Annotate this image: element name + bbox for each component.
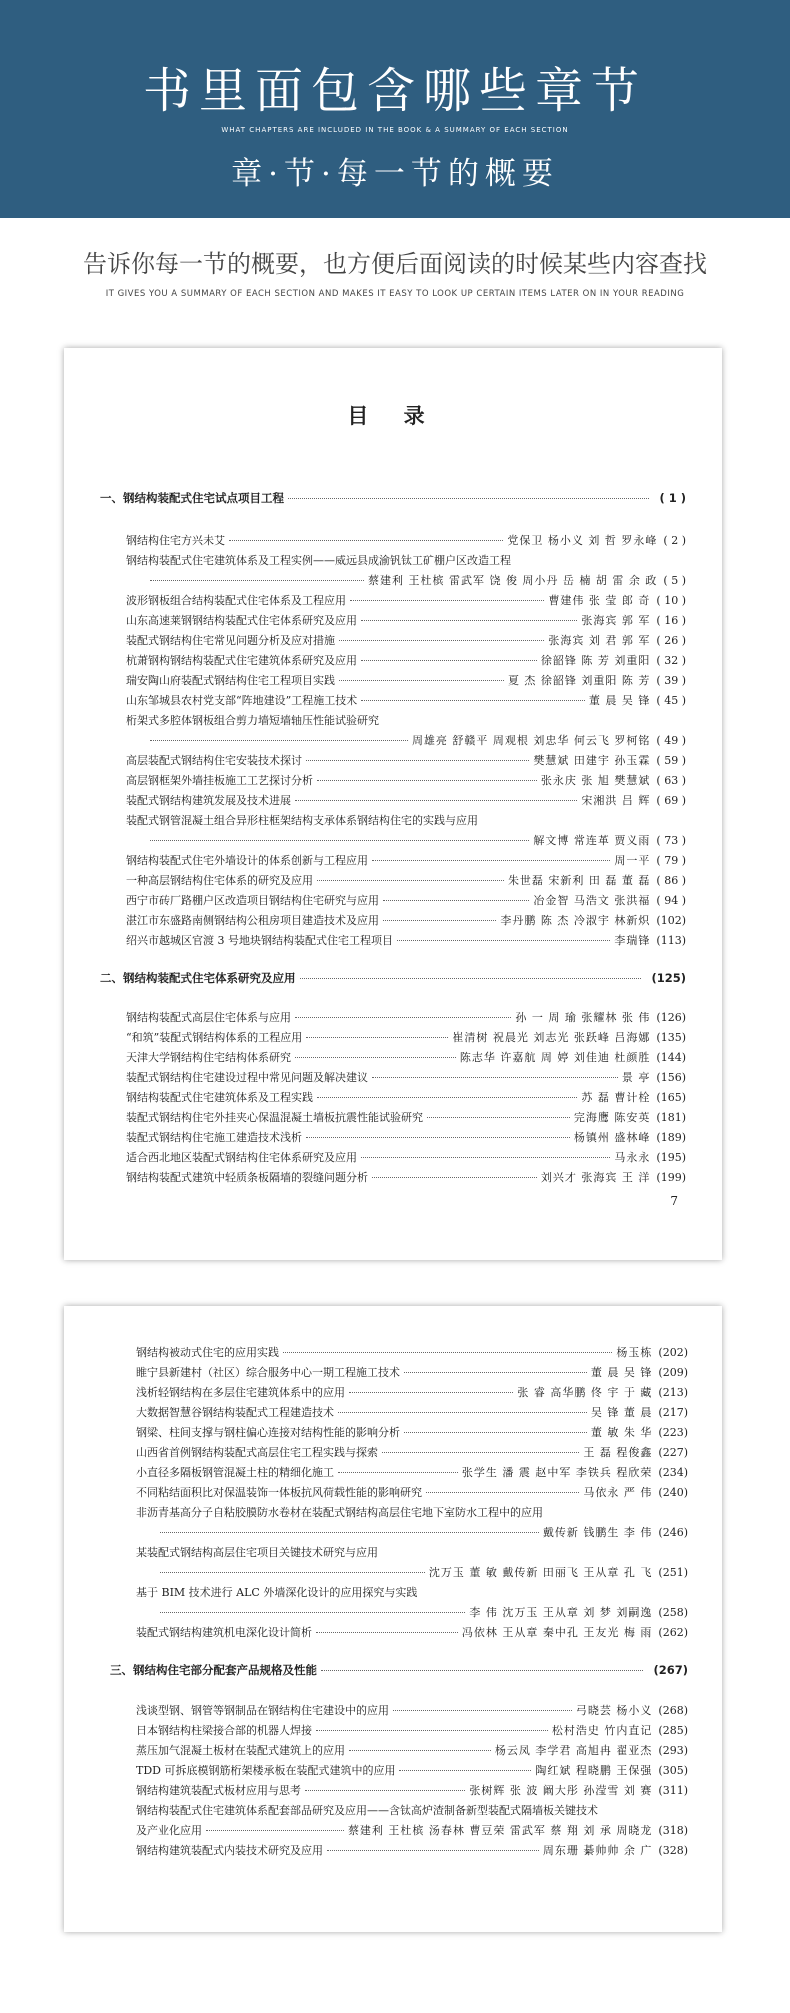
toc-entry [136, 1404, 688, 1420]
entry-title: 装配式钢结构建筑机电深化设计简析 [136, 1626, 312, 1639]
toc-entry [126, 552, 686, 568]
header-banner [0, 0, 790, 218]
entry-page: ( 2 ) [663, 534, 686, 547]
entry-page: ( 45 ) [656, 694, 686, 707]
dot-leader [404, 1372, 587, 1373]
entry-page: (318) [658, 1824, 688, 1837]
toc-entry [126, 912, 686, 928]
dot-leader [206, 1830, 344, 1831]
dot-leader [339, 680, 504, 681]
section-title: 二、钢结构装配式住宅体系研究及应用 [100, 971, 296, 985]
tagline: 告诉你每一节的概要，也方便后面阅读的时候某些内容查找 [83, 250, 707, 278]
entry-page: (305) [658, 1764, 688, 1777]
entry-page: (199) [656, 1171, 686, 1184]
entry-title: 钢结构装配式住宅建筑体系及工程实例——威远县成渝钒钛工矿棚户区改造工程 [126, 554, 511, 567]
entry-authors: 吴 锋 董 晨 [590, 1406, 653, 1419]
entry-title: 不同粘结面积比对保温装饰一体板抗风荷载性能的影响研究 [136, 1486, 422, 1499]
entry-authors: 完海鹰 陈安英 [573, 1111, 651, 1124]
entry-page: (311) [658, 1784, 688, 1797]
entry-authors: 张学生 潘 震 赵中军 李铁兵 程欣荣 [461, 1466, 653, 1479]
dot-leader [295, 1017, 511, 1018]
entry-authors: 樊慧斌 田建宇 孙玉霖 [533, 754, 651, 767]
entry-title: 钢结构被动式住宅的应用实践 [136, 1346, 279, 1359]
toc-entry [136, 1742, 688, 1758]
dot-leader [160, 1612, 465, 1613]
entry-title: 钢结构装配式住宅建筑体系配套部品研究及应用——含钛高炉渣制备新型装配式隔墙板关键技术 [136, 1804, 598, 1817]
entry-authors: 曹建伟 张 莹 郎 奇 [548, 594, 651, 607]
dot-leader [316, 1730, 548, 1731]
entry-page: (328) [658, 1844, 688, 1857]
toc-entry [136, 1802, 688, 1818]
dot-leader [160, 1532, 539, 1533]
entry-title: 杭萧钢构钢结构装配式住宅建筑体系研究及应用 [126, 654, 357, 667]
tagline-en: IT GIVES YOU A SUMMARY OF EACH SECTION AND MAKES IT EASY TO LOOK UP CERTAIN ITEMS LATER ON IN YOUR READING [105, 289, 685, 299]
entry-page: (262) [658, 1626, 688, 1639]
entry-authors: 张永庆 张 旭 樊慧斌 [540, 774, 651, 787]
toc-entry [126, 1029, 686, 1045]
toc-page-1 [64, 348, 722, 1260]
dot-leader [361, 620, 577, 621]
toc-entry [126, 932, 686, 948]
toc-entry [126, 712, 686, 728]
entry-authors: 沈万玉 董 敏 戴传新 田丽飞 王从章 孔 飞 [428, 1566, 653, 1579]
entry-title: 钢结构建筑装配式内装技术研究及应用 [136, 1844, 323, 1857]
toc-entry [136, 1544, 688, 1560]
toc-entry [136, 1344, 688, 1360]
entry-page: ( 1 ) [659, 491, 686, 505]
dot-leader [295, 800, 577, 801]
entry-title: 适合西北地区装配式钢结构住宅体系研究及应用 [126, 1151, 357, 1164]
entry-authors: 马依永 严 伟 [583, 1486, 653, 1499]
entry-authors: 松村浩史 竹内直记 [551, 1724, 653, 1737]
entry-page: (251) [658, 1566, 688, 1579]
entry-page: ( 16 ) [656, 614, 686, 627]
dot-leader [306, 1137, 570, 1138]
toc-entry [136, 1384, 688, 1400]
toc-entry [136, 1762, 688, 1778]
dot-leader [349, 1392, 513, 1393]
entry-authors: 周雄亮 舒赣平 周观根 刘忠华 何云飞 罗柯铭 [411, 734, 651, 747]
entry-title: 钢结构装配式住宅外墙设计的体系创新与工程应用 [126, 854, 368, 867]
entry-page: (223) [658, 1426, 688, 1439]
toc-entry [126, 812, 686, 828]
entry-title: 小直径多隔板钢管混凝土柱的精细化施工 [136, 1466, 334, 1479]
entry-page: (156) [656, 1071, 686, 1084]
dot-leader [338, 1472, 458, 1473]
toc-page-2 [64, 1306, 722, 1932]
toc-entry [136, 1722, 688, 1738]
dot-leader [321, 1670, 643, 1671]
entry-page: (102) [656, 914, 686, 927]
entry-authors: 朱世磊 宋新利 田 磊 董 磊 [507, 874, 651, 887]
dot-leader [306, 760, 529, 761]
toc-entry [136, 1822, 688, 1838]
entry-title: 及产业化应用 [136, 1824, 202, 1837]
entry-title: 装配式钢结构住宅外挂夹心保温混凝土墙板抗震性能试验研究 [126, 1111, 423, 1124]
entry-authors: 蔡建利 王杜槟 汤春林 曹豆荣 雷武军 蔡 翔 刘 承 周晓龙 [347, 1824, 653, 1837]
entry-title: 一种高层钢结构住宅体系的研究及应用 [126, 874, 313, 887]
dot-leader [150, 580, 364, 581]
toc-entry [126, 652, 686, 668]
entry-page: (213) [658, 1386, 688, 1399]
toc-entry [156, 1604, 688, 1620]
toc-entry [156, 1564, 688, 1580]
entry-page: (181) [656, 1111, 686, 1124]
entry-authors: 孙 一 周 瑜 张耀林 张 伟 [515, 1011, 651, 1024]
dot-leader [338, 1412, 587, 1413]
entry-authors: 董 晨 吴 锋 [590, 1366, 653, 1379]
entry-page: (144) [656, 1051, 686, 1064]
dot-leader [383, 900, 529, 901]
toc-entry [136, 1624, 688, 1640]
entry-title: 装配式钢结构住宅常见问题分析及应对措施 [126, 634, 335, 647]
dot-leader [349, 1750, 491, 1751]
dot-leader [295, 1057, 456, 1058]
toc-entry [126, 1049, 686, 1065]
entry-authors: 冶金智 马浩文 张洪福 [533, 894, 651, 907]
dot-leader [397, 940, 610, 941]
toc-section-heading [110, 1662, 688, 1678]
entry-page: ( 94 ) [656, 894, 686, 907]
toc-entry [136, 1702, 688, 1718]
entry-title: 绍兴市越城区官渡 3 号地块钢结构装配式住宅工程项目 [126, 934, 393, 947]
dot-leader [361, 700, 585, 701]
toc-entry [126, 892, 686, 908]
entry-page: ( 32 ) [656, 654, 686, 667]
dot-leader [372, 1177, 537, 1178]
entry-title: 钢结构建筑装配式板材应用与思考 [136, 1784, 301, 1797]
entry-page: (113) [656, 934, 686, 947]
entry-authors: 张 睿 高华鹏 佟 宇 于 藏 [517, 1386, 653, 1399]
entry-title: 装配式钢管混凝土组合异形柱框架结构支承体系钢结构住宅的实践与应用 [126, 814, 478, 827]
entry-authors: 张海宾 郭 军 [581, 614, 651, 627]
entry-title: 山东高速莱钢钢结构装配式住宅体系研究及应用 [126, 614, 357, 627]
dot-leader [382, 1452, 579, 1453]
toc-entry [146, 572, 686, 588]
entry-authors: 杨镇州 盛林峰 [573, 1131, 651, 1144]
toc-entry [126, 612, 686, 628]
entry-page: (217) [658, 1406, 688, 1419]
entry-authors: 周东珊 綦帅帅 余 广 [542, 1844, 653, 1857]
header-title: 书里面包含哪些章节 [142, 63, 647, 119]
entry-authors: 解文博 常连革 贾义雨 [533, 834, 651, 847]
dot-leader [229, 540, 503, 541]
entry-page: ( 59 ) [656, 754, 686, 767]
entry-authors: 李瑞锋 [614, 934, 651, 947]
entry-title: 睢宁县新建村（社区）综合服务中心一期工程施工技术 [136, 1366, 400, 1379]
dot-leader [327, 1850, 539, 1851]
entry-title: 山西省首例钢结构装配式高层住宅工程实践与探索 [136, 1446, 378, 1459]
entry-page: ( 39 ) [656, 674, 686, 687]
entry-authors: 党保卫 杨小义 刘 哲 罗永峰 [507, 534, 658, 547]
entry-title: 钢结构装配式高层住宅体系与应用 [126, 1011, 291, 1024]
entry-authors: 夏 杰 徐韶锋 刘重阳 陈 芳 [507, 674, 651, 687]
entry-authors: 张海宾 刘 君 郭 军 [548, 634, 651, 647]
entry-title: 钢梁、柱间支撑与钢柱偏心连接对结构性能的影响分析 [136, 1426, 400, 1439]
toc-title: 目 录 [347, 404, 439, 428]
entry-authors: 陈志华 许嘉航 周 婷 刘佳迪 杜颜胜 [459, 1051, 651, 1064]
entry-title: TDD 可拆底模钢筋桁架楼承板在装配式建筑中的应用 [136, 1764, 396, 1777]
toc-entry [126, 1069, 686, 1085]
entry-page: ( 69 ) [656, 794, 686, 807]
entry-page: ( 73 ) [656, 834, 686, 847]
dot-leader [350, 600, 544, 601]
entry-authors: 马永永 [614, 1151, 651, 1164]
toc-entry [126, 872, 686, 888]
entry-title: 非沥青基高分子自粘胶膜防水卷材在装配式钢结构高层住宅地下室防水工程中的应用 [136, 1506, 543, 1519]
entry-authors: 蔡建利 王杜槟 雷武军 饶 俊 周小丹 岳 楠 胡 雷 余 政 [367, 574, 658, 587]
header-subtitle: 章·节·每一节的概要 [231, 156, 559, 192]
entry-authors: 崔清树 祝晨光 刘志光 张跃峰 吕海娜 [452, 1031, 651, 1044]
entry-page: ( 5 ) [663, 574, 686, 587]
dot-leader [372, 860, 610, 861]
entry-authors: 王 磊 程俊鑫 [583, 1446, 653, 1459]
entry-page: (202) [658, 1346, 688, 1359]
dot-leader [427, 1117, 570, 1118]
entry-page: ( 10 ) [656, 594, 686, 607]
toc-entry [136, 1364, 688, 1380]
entry-title: 湛江市东盛路南侧钢结构公租房项目建造技术及应用 [126, 914, 379, 927]
dot-leader [317, 1097, 577, 1098]
entry-page: (240) [658, 1486, 688, 1499]
entry-authors: 杨玉栋 [616, 1346, 653, 1359]
entry-page: (258) [658, 1606, 688, 1619]
entry-title: 波形钢板组合结构装配式住宅体系及工程应用 [126, 594, 346, 607]
entry-authors: 陶红斌 程晓鹏 王保强 [535, 1764, 653, 1777]
toc-entry [126, 592, 686, 608]
entry-page: ( 63 ) [656, 774, 686, 787]
toc-entry [136, 1842, 688, 1858]
toc-entry [126, 532, 686, 548]
entry-authors: 董 晨 吴 锋 [588, 694, 651, 707]
entry-page: ( 79 ) [656, 854, 686, 867]
entry-title: 桁架式多腔体钢板组合剪力墙短墙轴压性能试验研究 [126, 714, 379, 727]
dot-leader [317, 880, 504, 881]
toc-section-heading [100, 970, 686, 986]
entry-page: ( 86 ) [656, 874, 686, 887]
toc-entry [136, 1782, 688, 1798]
entry-authors: 宋湘洪 吕 辉 [581, 794, 651, 807]
entry-authors: 徐韶锋 陈 芳 刘重阳 [540, 654, 651, 667]
entry-authors: 董 敏 朱 华 [590, 1426, 653, 1439]
entry-title: 浅谈型钢、钢管等钢制品在钢结构住宅建设中的应用 [136, 1704, 389, 1717]
entry-authors: 戴传新 钱鹏生 李 伟 [542, 1526, 653, 1539]
section-title: 三、钢结构住宅部分配套产品规格及性能 [110, 1663, 317, 1677]
entry-title: 装配式钢结构住宅施工建造技术浅析 [126, 1131, 302, 1144]
entry-authors: 苏 磊 曹计栓 [581, 1091, 651, 1104]
toc-entry [126, 1149, 686, 1165]
entry-title: 大数据智慧谷钢结构装配式工程建造技术 [136, 1406, 334, 1419]
toc-entry [126, 672, 686, 688]
entry-page: (125) [651, 971, 686, 985]
dot-leader [383, 920, 496, 921]
header-subtitle-en: WHAT CHAPTERS ARE INCLUDED IN THE BOOK & A SUMMARY OF EACH SECTION [221, 126, 569, 134]
toc-entry [126, 752, 686, 768]
toc-entry [146, 832, 686, 848]
entry-title: 钢结构装配式建筑中轻质条板隔墙的裂缝问题分析 [126, 1171, 368, 1184]
entry-page: (209) [658, 1366, 688, 1379]
dot-leader [317, 780, 537, 781]
entry-title: 西宁市砖厂路棚户区改造项目钢结构住宅研究与应用 [126, 894, 379, 907]
page-number: 7 [670, 1194, 678, 1208]
toc-entry [126, 1169, 686, 1185]
entry-authors: 景 亭 [621, 1071, 651, 1084]
toc-entry [156, 1524, 688, 1540]
entry-title: 装配式钢结构建筑发展及技术进展 [126, 794, 291, 807]
entry-page: (126) [656, 1011, 686, 1024]
toc-entry [126, 1109, 686, 1125]
toc-entry [146, 732, 686, 748]
entry-authors: 杨云凤 李学君 高旭冉 翟亚杰 [494, 1744, 653, 1757]
entry-page: (246) [658, 1526, 688, 1539]
dot-leader [361, 1157, 610, 1158]
toc-entry [126, 1009, 686, 1025]
entry-title: 钢结构装配式住宅建筑体系及工程实践 [126, 1091, 313, 1104]
dot-leader [283, 1352, 612, 1353]
entry-title: 天津大学钢结构住宅结构体系研究 [126, 1051, 291, 1064]
toc-entry [126, 632, 686, 648]
toc-entry [136, 1584, 688, 1600]
entry-title: 装配式钢结构住宅建设过程中常见问题及解决建议 [126, 1071, 368, 1084]
entry-page: (165) [656, 1091, 686, 1104]
dot-leader [361, 660, 537, 661]
toc-section-heading [100, 490, 686, 506]
entry-page: (195) [656, 1151, 686, 1164]
dot-leader [393, 1710, 572, 1711]
dot-leader [372, 1077, 618, 1078]
entry-title: “和筑”装配式钢结构体系的工程应用 [126, 1031, 303, 1044]
entry-authors: 周一平 [614, 854, 651, 867]
entry-page: (285) [658, 1724, 688, 1737]
dot-leader [404, 1432, 587, 1433]
dot-leader [305, 1790, 465, 1791]
entry-title: 高层装配式钢结构住宅安装技术探讨 [126, 754, 302, 767]
entry-title: 钢结构住宅方兴未艾 [126, 534, 225, 547]
toc-entry [126, 1089, 686, 1105]
dot-leader [150, 840, 529, 841]
entry-page: (267) [653, 1663, 688, 1677]
entry-authors: 张树辉 张 波 阚大彤 孙滢雪 刘 赛 [469, 1784, 653, 1797]
entry-page: (268) [658, 1704, 688, 1717]
entry-authors: 冯依林 王从章 秦中孔 王友光 梅 雨 [461, 1626, 653, 1639]
toc-entry [136, 1444, 688, 1460]
entry-page: (227) [658, 1446, 688, 1459]
toc-entry [136, 1504, 688, 1520]
dot-leader [300, 978, 642, 979]
entry-page: ( 49 ) [656, 734, 686, 747]
toc-entry [126, 772, 686, 788]
dot-leader [339, 640, 544, 641]
entry-title: 某装配式钢结构高层住宅项目关键技术研究与应用 [136, 1546, 378, 1559]
toc-entry [136, 1464, 688, 1480]
dot-leader [288, 498, 649, 499]
entry-page: (189) [656, 1131, 686, 1144]
toc-entry [136, 1424, 688, 1440]
entry-page: (234) [658, 1466, 688, 1479]
entry-title: 蒸压加气混凝土板材在装配式建筑上的应用 [136, 1744, 345, 1757]
entry-title: 高层钢框架外墙挂板施工工艺探讨分析 [126, 774, 313, 787]
entry-title: 日本钢结构柱梁接合部的机器人焊接 [136, 1724, 312, 1737]
entry-title: 山东邹城县农村党支部“阵地建设”工程施工技术 [126, 694, 358, 707]
entry-title: 基于 BIM 技术进行 ALC 外墙深化设计的应用探究与实践 [136, 1586, 418, 1599]
entry-page: (293) [658, 1744, 688, 1757]
section-title: 一、钢结构装配式住宅试点项目工程 [100, 491, 284, 505]
toc-entry [136, 1484, 688, 1500]
dot-leader [306, 1037, 448, 1038]
entry-page: ( 26 ) [656, 634, 686, 647]
entry-page: (135) [656, 1031, 686, 1044]
toc-entry [126, 692, 686, 708]
dot-leader [316, 1632, 458, 1633]
entry-title: 瑞安陶山府装配式钢结构住宅工程项目实践 [126, 674, 335, 687]
entry-authors: 李 伟 沈万玉 王从章 刘 梦 刘嗣逸 [469, 1606, 653, 1619]
entry-title: 浅析轻钢结构在多层住宅建筑体系中的应用 [136, 1386, 345, 1399]
entry-authors: 李丹鹏 陈 杰 冷淑宇 林新炽 [500, 914, 651, 927]
dot-leader [426, 1492, 579, 1493]
toc-entry [126, 852, 686, 868]
entry-authors: 刘兴才 张海宾 王 洋 [540, 1171, 651, 1184]
toc-entry [126, 792, 686, 808]
entry-authors: 弓晓芸 杨小义 [575, 1704, 653, 1717]
toc-entry [126, 1129, 686, 1145]
dot-leader [399, 1770, 531, 1771]
dot-leader [150, 740, 408, 741]
dot-leader [160, 1572, 425, 1573]
